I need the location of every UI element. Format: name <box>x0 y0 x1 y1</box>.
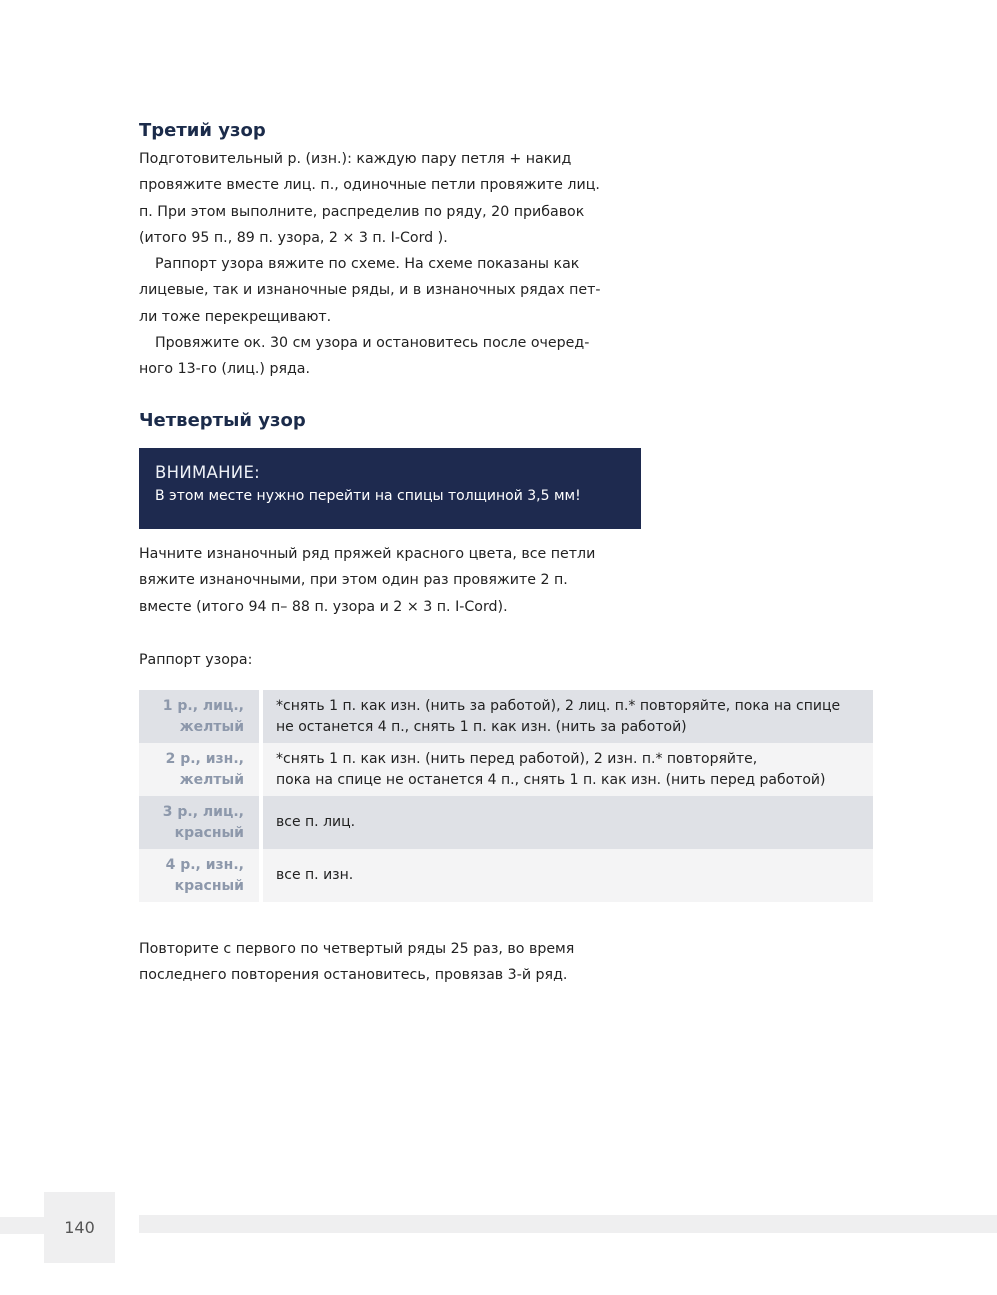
section-heading-third-pattern: Третий узор <box>139 120 266 141</box>
row-label-line: 4 р., изн., <box>165 856 244 873</box>
row-label-line: 2 р., изн., <box>165 750 244 767</box>
text-line: п. При этом выполните, распределив по ряду, 20 прибавок <box>139 203 585 220</box>
text-line: Подготовительный р. (изн.): каждую пару петля + накид <box>139 151 572 167</box>
row-instruction <box>263 796 873 849</box>
text-line: Повторите с первого по четвертый ряды 25 раз, во время <box>139 941 575 957</box>
row-label <box>139 743 263 796</box>
row-instruction-line: не останется 4 п., снять 1 п. как изн. (нить за работой) <box>276 718 687 735</box>
row-label <box>139 849 263 902</box>
text-line: Раппорт узора: <box>139 652 253 668</box>
table-row <box>139 796 873 849</box>
row-instruction-line: все п. лиц. <box>276 814 356 830</box>
row-label-line: желтый <box>179 771 244 788</box>
rapport-label <box>139 647 639 673</box>
row-label-line: красный <box>174 824 244 841</box>
page-number: 140 <box>64 1218 95 1237</box>
row-label-line: красный <box>174 877 244 894</box>
row-instruction <box>263 849 873 902</box>
section-heading-fourth-pattern: Четвертый узор <box>139 410 306 431</box>
note-title: ВНИМАНИЕ: <box>155 463 261 482</box>
table-row <box>139 743 873 796</box>
text-line: Раппорт узора вяжите по схеме. На схеме показаны как <box>155 256 580 273</box>
text-line: ли тоже перекрещивают. <box>139 308 332 325</box>
text-line: лицевые, так и изнаночные ряды, и в изнаночных рядах пет- <box>139 282 601 299</box>
attention-note-box <box>139 448 641 529</box>
text-line: Начните изнаночный ряд пряжей красного цвета, все петли <box>139 546 596 562</box>
row-label <box>139 690 263 743</box>
footer-bar-left <box>0 1217 44 1234</box>
text-line: последнего повторения остановитесь, провязав 3-й ряд. <box>139 967 568 984</box>
row-instruction-line: пока на спице не останется 4 п., снять 1 п. как изн. (нить перед работой) <box>276 771 826 788</box>
text-line: ного 13-го (лиц.) ряда. <box>139 361 311 378</box>
row-instruction <box>263 743 873 796</box>
table-row <box>139 690 873 743</box>
row-label-line: желтый <box>179 718 244 735</box>
row-instruction <box>263 690 873 743</box>
table-row <box>139 849 873 902</box>
row-label-line: 3 р., лиц., <box>162 803 244 820</box>
text-line: (итого 95 п., 89 п. узора, 2 × 3 п. I-Cord ). <box>139 229 448 246</box>
rapport-table <box>139 690 873 902</box>
text-line: Провяжите ок. 30 см узора и остановитесь после очеред- <box>155 335 590 352</box>
row-instruction-line: все п. изн. <box>276 867 354 883</box>
paragraph-closing <box>139 936 639 989</box>
row-label <box>139 796 263 849</box>
note-text: В этом месте нужно перейти на спицы толщиной 3,5 мм! <box>155 488 581 504</box>
paragraph-fourth-intro <box>139 541 639 620</box>
row-instruction-line: *снять 1 п. как изн. (нить за работой), 2 лиц. п.* повторяйте, пока на спице <box>276 697 841 714</box>
text-line: вместе (итого 94 п– 88 п. узора и 2 × 3 п. I-Cord). <box>139 598 508 615</box>
text-line: провяжите вместе лиц. п., одиночные петли провяжите лиц. <box>139 177 600 194</box>
row-instruction-line: *снять 1 п. как изн. (нить перед работой), 2 изн. п.* повторяйте, <box>276 750 758 767</box>
text-line: вяжите изнаночными, при этом один раз провяжите 2 п. <box>139 572 568 589</box>
row-label-line: 1 р., лиц., <box>162 697 244 714</box>
footer-bar-right <box>139 1215 997 1233</box>
paragraph-preparatory-row <box>139 146 639 383</box>
